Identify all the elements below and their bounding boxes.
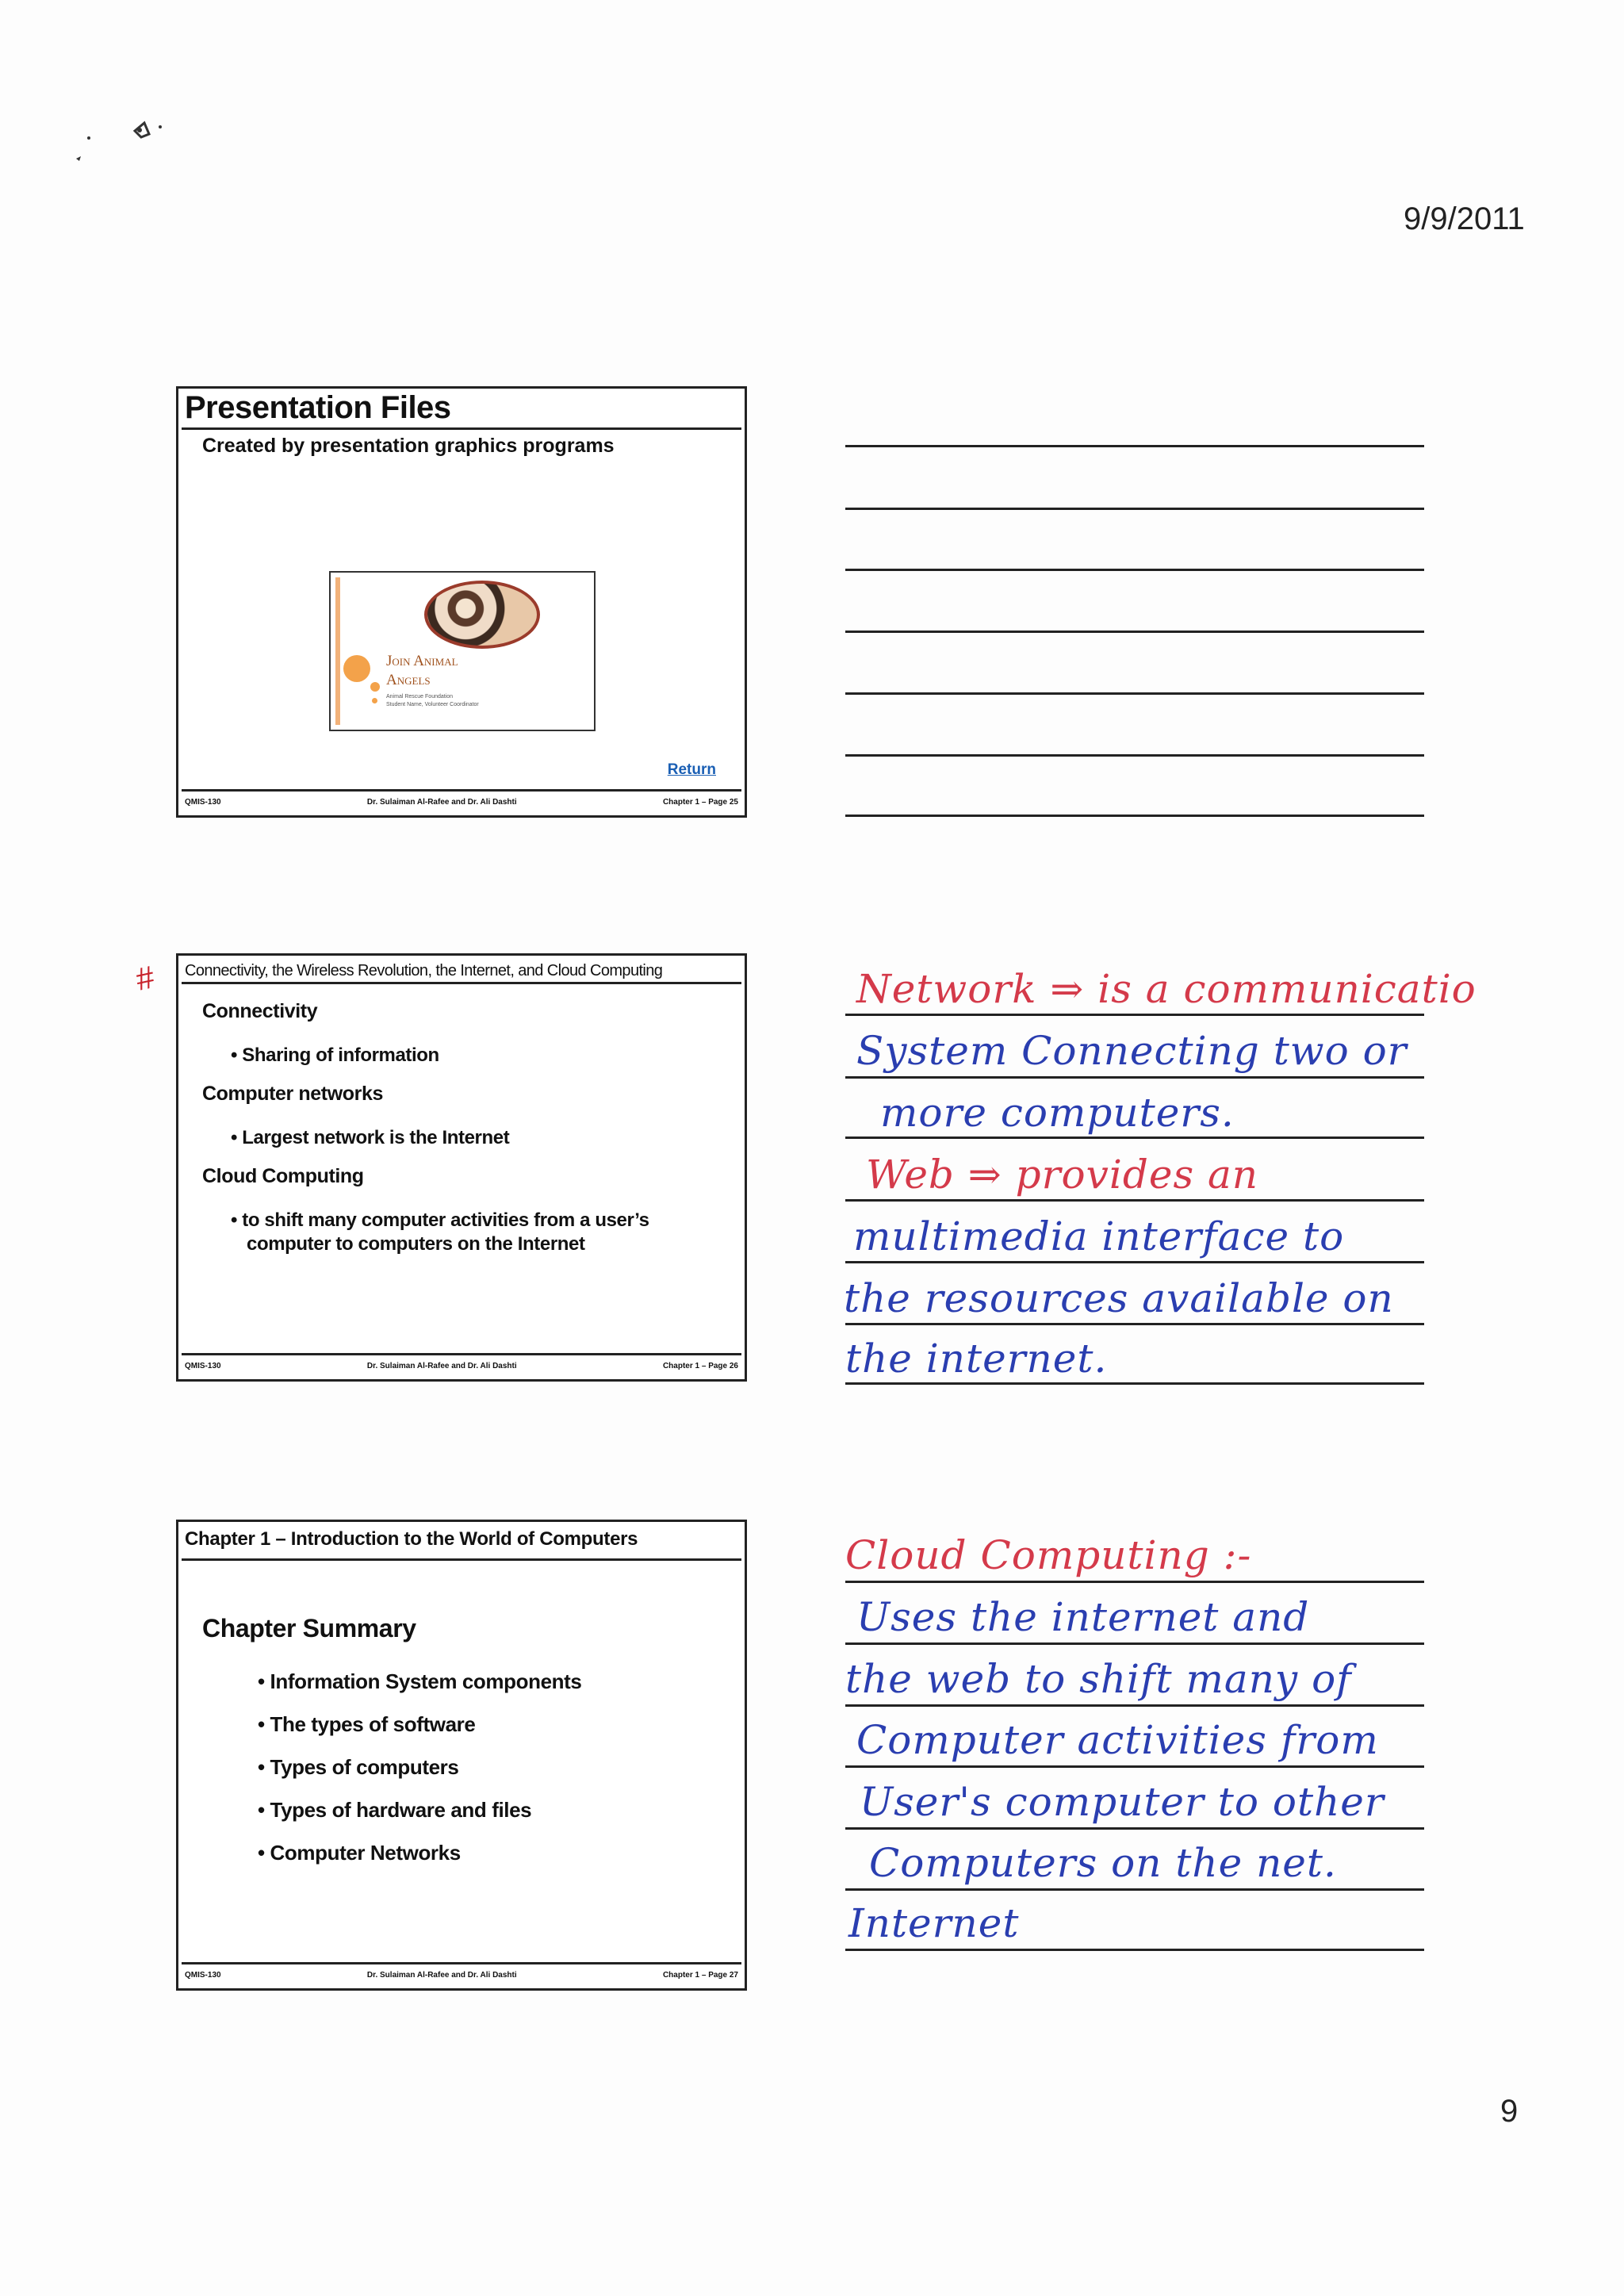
summary-bullet: • Computer Networks xyxy=(258,1841,461,1865)
note-line xyxy=(845,445,1424,447)
slide-footer xyxy=(182,789,741,812)
slide-title: Chapter 1 – Introduction to the World of Computers xyxy=(182,1522,741,1561)
margin-hash-mark: # xyxy=(132,960,158,998)
note-line xyxy=(845,1261,1424,1263)
thumbnail-title-line: Angels xyxy=(386,672,431,688)
animals-photo-icon xyxy=(424,581,540,649)
handwritten-note: User's computer to other xyxy=(860,1779,1385,1825)
slide-footer xyxy=(182,1962,741,1985)
summary-bullet: • The types of software xyxy=(258,1712,476,1736)
handwritten-text: Network ⇒ is a communicatio xyxy=(856,966,1477,1012)
decor-dot-icon xyxy=(343,655,370,682)
page-date: 9/9/2011 xyxy=(1404,201,1525,236)
decor-dot-icon xyxy=(370,682,380,692)
bullet-text: Types of hardware and files xyxy=(270,1798,532,1822)
footer-authors: Dr. Sulaiman Al-Rafee and Dr. Ali Dashti xyxy=(366,1361,517,1370)
note-line xyxy=(845,1581,1424,1583)
heading-computer-networks: Computer networks xyxy=(202,1083,383,1105)
note-line xyxy=(845,815,1424,817)
footer-page: Chapter 1 – Page 26 xyxy=(662,1361,738,1370)
summary-bullet: • Information System components xyxy=(258,1669,582,1693)
bullet-continuation: computer to computers on the Internet xyxy=(247,1233,585,1255)
slide-title: Presentation Files xyxy=(182,389,741,430)
slide-title: Connectivity, the Wireless Revolution, the Internet, and Cloud Computing xyxy=(182,956,741,984)
note-line xyxy=(845,1323,1424,1325)
note-line xyxy=(845,1704,1424,1707)
bullet-text: Types of computers xyxy=(270,1755,459,1779)
thumbnail-title xyxy=(386,652,458,690)
summary-heading: Chapter Summary xyxy=(202,1614,416,1642)
bullet-text: The types of software xyxy=(270,1712,476,1736)
heading-connectivity: Connectivity xyxy=(202,1000,318,1022)
handwritten-note: the internet. xyxy=(845,1336,1108,1382)
handwritten-note: the resources available on xyxy=(844,1275,1394,1321)
handwritten-note: Computer activities from xyxy=(856,1717,1379,1763)
footer-course: QMIS-130 xyxy=(185,797,221,807)
note-line xyxy=(845,631,1424,633)
note-line xyxy=(845,1765,1424,1768)
thumbnail-subtitle-line: Animal Rescue Foundation xyxy=(386,694,454,700)
note-line xyxy=(845,1137,1424,1139)
handwritten-note: multimedia interface to xyxy=(853,1213,1345,1259)
note-line xyxy=(845,1888,1424,1891)
summary-bullet: • Types of computers xyxy=(258,1755,459,1779)
slide-subtitle: Created by presentation graphics programs xyxy=(202,435,615,457)
footer-course: QMIS-130 xyxy=(185,1361,221,1370)
handwritten-note: Uses the internet and xyxy=(856,1594,1310,1640)
handwritten-note: the web to shift many of xyxy=(845,1656,1352,1702)
handwritten-note: Web ⇒ provides an xyxy=(866,1152,1259,1198)
slide-thumbnail-image xyxy=(329,571,596,731)
note-line xyxy=(845,1199,1424,1202)
footer-course: QMIS-130 xyxy=(185,1970,221,1980)
note-line xyxy=(845,754,1424,757)
bullet-item: • Largest network is the Internet xyxy=(231,1127,510,1148)
slide-presentation-files xyxy=(176,386,747,818)
scan-artifact-icon xyxy=(71,103,198,182)
note-line xyxy=(845,508,1424,510)
bullet-text: Information System components xyxy=(270,1669,582,1693)
slide-connectivity xyxy=(176,953,747,1382)
thumbnail-accent-bar xyxy=(335,577,340,725)
bullet-item: • Sharing of information xyxy=(231,1045,439,1066)
heading-cloud-computing: Cloud Computing xyxy=(202,1165,364,1187)
summary-bullet: • Types of hardware and files xyxy=(258,1798,532,1822)
bullet-text: Sharing of information xyxy=(242,1045,439,1066)
bullet-text: Computer Networks xyxy=(270,1841,461,1865)
slide-chapter-summary xyxy=(176,1520,747,1991)
footer-authors: Dr. Sulaiman Al-Rafee and Dr. Ali Dashti xyxy=(366,797,517,807)
note-line xyxy=(845,1014,1424,1016)
bullet-item: • to shift many computer activities from a user’s xyxy=(231,1209,649,1231)
handwritten-note: Computers on the net. xyxy=(869,1840,1337,1886)
thumbnail-title-line: Join Animal xyxy=(386,653,458,669)
decor-dot-icon xyxy=(372,698,377,703)
bullet-text: to shift many computer activities from a user’s xyxy=(242,1209,649,1231)
handwritten-note: Internet xyxy=(848,1900,1020,1946)
note-line xyxy=(845,1642,1424,1645)
footer-page: Chapter 1 – Page 27 xyxy=(662,1970,738,1980)
page-number: 9 xyxy=(1500,2094,1519,2129)
handwritten-note: Cloud Computing :- xyxy=(845,1532,1252,1578)
note-line xyxy=(845,692,1424,695)
note-line xyxy=(845,1827,1424,1830)
handwritten-note: System Connecting two or xyxy=(856,1028,1408,1074)
note-line xyxy=(845,1076,1424,1079)
handwritten-note xyxy=(856,966,1477,1012)
note-line xyxy=(845,569,1424,571)
return-link[interactable]: Return xyxy=(667,761,716,778)
footer-authors: Dr. Sulaiman Al-Rafee and Dr. Ali Dashti xyxy=(366,1970,517,1980)
note-line xyxy=(845,1382,1424,1385)
thumbnail-subtitle xyxy=(386,693,479,709)
handwritten-note: more computers. xyxy=(880,1090,1235,1136)
note-line xyxy=(845,1949,1424,1951)
slide-footer xyxy=(182,1353,741,1376)
thumbnail-subtitle-line: Student Name, Volunteer Coordinator xyxy=(386,702,479,707)
bullet-text: Largest network is the Internet xyxy=(242,1127,510,1148)
footer-page: Chapter 1 – Page 25 xyxy=(662,797,738,807)
